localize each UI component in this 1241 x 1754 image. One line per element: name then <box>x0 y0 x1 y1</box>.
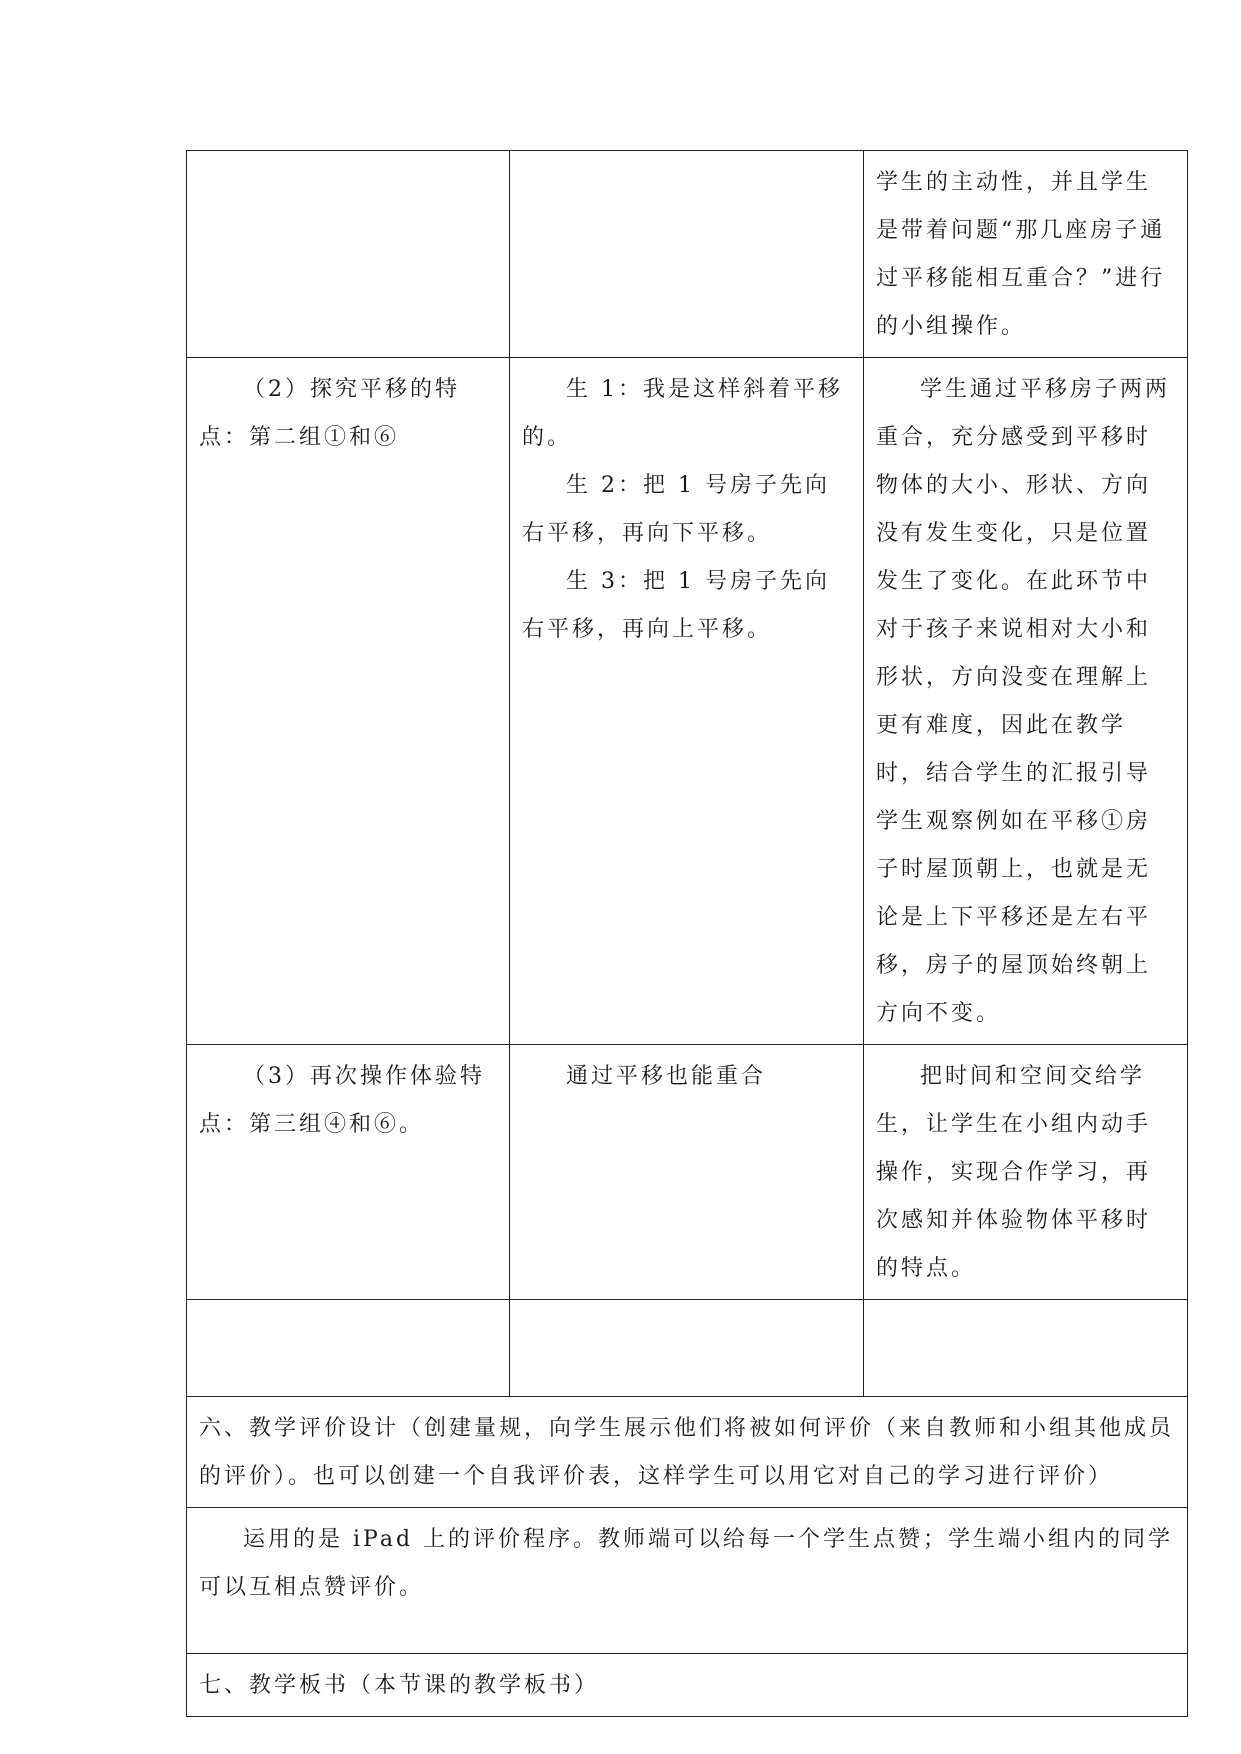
step-cell <box>187 358 510 1045</box>
student-cell <box>510 1045 864 1300</box>
step-text: （2）探究平移的特点：第二组①和⑥ <box>199 377 460 450</box>
table-row <box>187 358 1188 1045</box>
section-body-row <box>187 1508 1188 1654</box>
section-heading-row <box>187 1654 1188 1717</box>
empty-cell <box>510 1300 864 1397</box>
design-intent-cell <box>864 1045 1188 1300</box>
lesson-plan-table <box>186 150 1188 1717</box>
design-intent-text: 学生通过平移房子两两重合，充分感受到平移时物体的大小、形状、方向没有发生变化，只是位置发生了变化。在此环节中对于孩子来说相对大小和形状，方向没变在理解上更有难度，因此在教学时，结合学生的汇报引导学生观察例如在平移①房子时屋顶朝上，也就是无论是上下平移还是左右平移，房子的屋顶始终朝上方向不变。 <box>876 377 1171 1026</box>
evaluation-heading: 六、教学评价设计（创建量规，向学生展示他们将被如何评价（来自教师和小组其他成员的评价）。也可以创建一个自我评价表，这样学生可以用它对自己的学习进行评价） <box>199 1416 1175 1489</box>
section-heading-row <box>187 1397 1188 1508</box>
student-answer: 生 1：我是这样斜着平移的。 <box>522 377 843 450</box>
table-row <box>187 1300 1188 1397</box>
table-row <box>187 151 1188 358</box>
empty-cell <box>187 1300 510 1397</box>
student-cell <box>510 151 864 358</box>
table-row <box>187 1045 1188 1300</box>
student-answer: 通过平移也能重合 <box>566 1064 767 1089</box>
student-cell <box>510 358 864 1045</box>
design-intent-cell <box>864 358 1188 1045</box>
student-answer: 生 2：把 1 号房子先向右平移，再向下平移。 <box>522 473 830 546</box>
step-cell <box>187 151 510 358</box>
evaluation-body: 运用的是 iPad 上的评价程序。教师端可以给每一个学生点赞；学生端小组内的同学可以互相点赞评价。 <box>199 1527 1174 1600</box>
board-heading-cell <box>187 1654 1188 1717</box>
step-text: （3）再次操作体验特点：第三组④和⑥。 <box>199 1064 485 1137</box>
design-intent-text: 把时间和空间交给学生，让学生在小组内动手操作，实现合作学习，再次感知并体验物体平移时的特点。 <box>876 1064 1152 1281</box>
board-heading: 七、教学板书（本节课的教学板书） <box>199 1673 600 1698</box>
evaluation-body-cell <box>187 1508 1188 1654</box>
design-intent-text: 学生的主动性，并且学生是带着问题“那几座房子通过平移能相互重合？”进行的小组操作。 <box>876 170 1166 339</box>
student-answer: 生 3：把 1 号房子先向右平移，再向上平移。 <box>522 569 830 642</box>
empty-cell <box>864 1300 1188 1397</box>
evaluation-heading-cell <box>187 1397 1188 1508</box>
design-intent-cell <box>864 151 1188 358</box>
step-cell <box>187 1045 510 1300</box>
